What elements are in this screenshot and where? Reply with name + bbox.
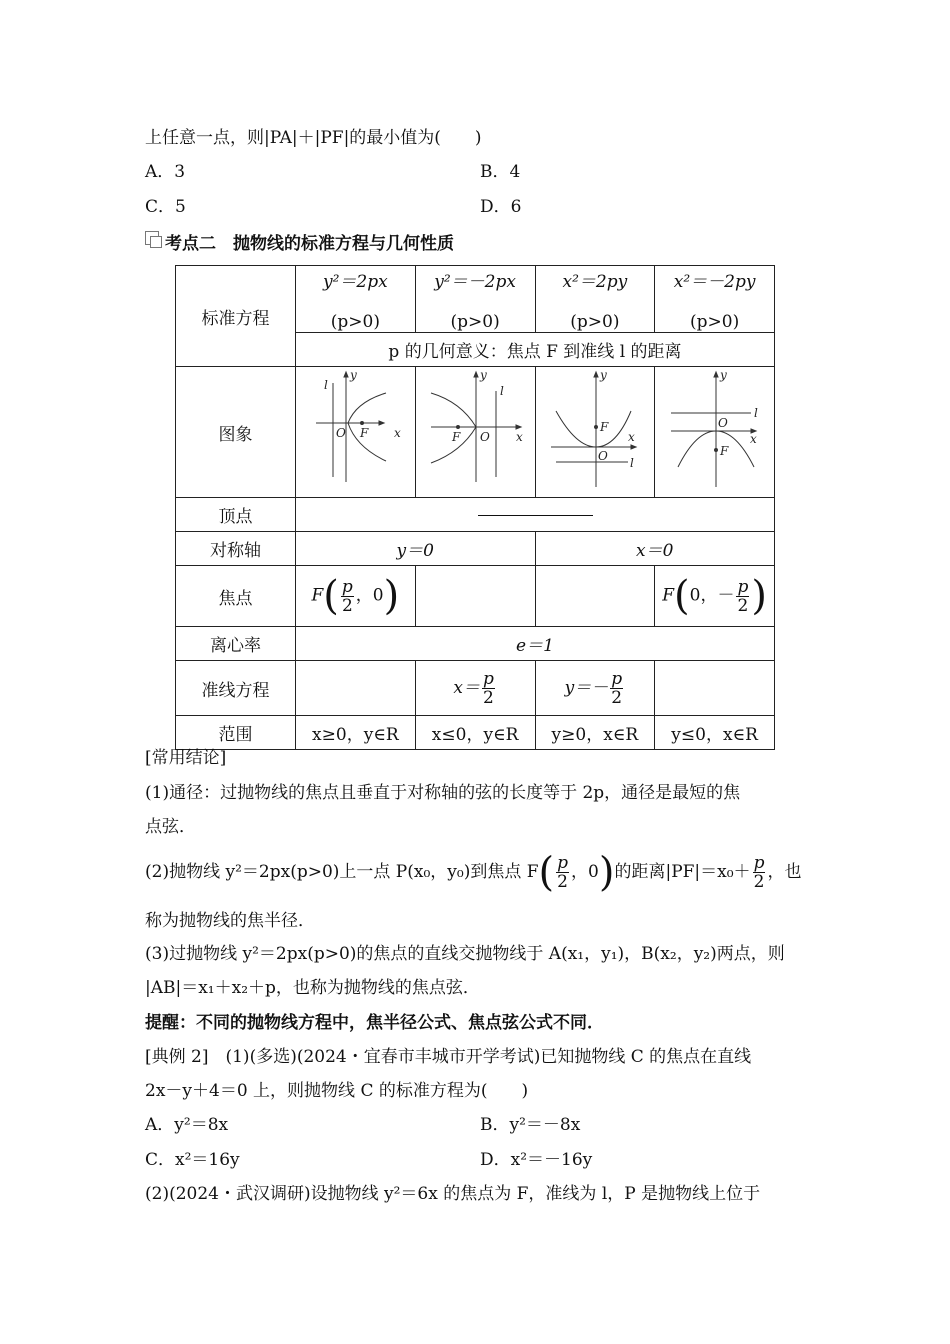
vertex-blank — [296, 498, 775, 532]
conclusion-2: (2)抛物线 y²＝2px(p>0)上一点 P(x₀，y₀)到焦点 F( $\frac{p}{2}$ ，0)的距离|PF|＝x₀＋ $\frac{p}{2}$ ，也 — [145, 849, 802, 896]
equation-cell: x²＝－2py (p>0) — [655, 266, 775, 333]
svg-text:l: l — [753, 406, 758, 420]
example-line-1: [典例 2] (1)(多选)(2024・宜春市丰城市开学考试)已知抛物线 C 的焦点在直线 — [145, 1047, 752, 1067]
option-c: C．5 — [145, 197, 186, 217]
row-label: 对称轴 — [176, 532, 296, 566]
option-d: D．6 — [480, 197, 522, 217]
parabola-properties-table — [175, 265, 775, 750]
directrix-blank — [296, 661, 416, 716]
focus-cell: F(0，－ $\frac{p}{2}$ ) — [655, 566, 775, 627]
svg-text:l: l — [629, 456, 634, 470]
row-label: 焦点 — [176, 566, 296, 627]
range-cell: x≤0，y∈R — [415, 716, 535, 750]
row-label: 顶点 — [176, 498, 296, 532]
range-cell: x≥0，y∈R — [296, 716, 416, 750]
focus-cell: F( $\frac{p}{2}$ ，0) — [296, 566, 416, 627]
axis-cell: y＝0 — [296, 532, 536, 566]
svg-text:x: x — [627, 430, 635, 444]
focus-blank — [415, 566, 535, 627]
equation-cell: y²＝－2px (p>0) — [415, 266, 535, 333]
svg-text:x: x — [516, 430, 523, 444]
directrix-blank — [655, 661, 775, 716]
graph-up-opening — [535, 367, 655, 498]
svg-text:y: y — [350, 368, 358, 382]
svg-text:O: O — [717, 416, 728, 430]
tip: 提醒：不同的抛物线方程中，焦半径公式、焦点弦公式不同． — [145, 1013, 604, 1033]
equation-cell: x²＝2py (p>0) — [535, 266, 655, 333]
svg-text:F: F — [360, 426, 369, 440]
graph-down-opening — [655, 367, 775, 498]
graph-right-opening — [296, 367, 416, 498]
section-title: 考点二 抛物线的标准方程与几何性质 — [165, 234, 454, 254]
example-option-d: D．x²＝－16y — [480, 1150, 593, 1170]
graph-left-opening — [415, 367, 535, 498]
svg-text:F: F — [452, 430, 461, 444]
svg-text:y: y — [719, 368, 727, 382]
svg-text:O: O — [597, 449, 608, 463]
row-label: 图象 — [176, 367, 296, 498]
directrix-cell: x＝ $\frac{p}{2}$ — [415, 661, 535, 716]
svg-text:l: l — [324, 378, 329, 392]
range-cell: y≥0，x∈R — [535, 716, 655, 750]
svg-text:y: y — [599, 368, 607, 382]
row-label: 离心率 — [176, 627, 296, 661]
svg-text:l: l — [500, 384, 504, 398]
conclusion-1: (1)通径：过抛物线的焦点且垂直于对称轴的弦的长度等于 2p，通径是最短的焦 — [145, 783, 741, 803]
section-icon — [145, 231, 159, 245]
conclusion-2-cont: 称为抛物线的焦半径． — [145, 911, 315, 931]
conclusions-title: [常用结论] — [145, 748, 227, 768]
question-stem: 上任意一点，则|PA|＋|PF|的最小值为( ) — [145, 128, 482, 148]
row-label: 标准方程 — [176, 266, 296, 367]
example-option-b: B．y²＝－8x — [480, 1115, 581, 1135]
option-b: B．4 — [480, 162, 521, 182]
equation-cell: y²＝2px (p>0) — [296, 266, 416, 333]
conclusion-1-cont: 点弦． — [145, 817, 196, 837]
svg-text:y: y — [480, 368, 487, 382]
svg-text:x: x — [749, 432, 757, 446]
svg-text:x: x — [394, 426, 402, 440]
example-option-a: A．y²＝8x — [145, 1115, 229, 1135]
conclusion-3: (3)过抛物线 y²＝2px(p>0)的焦点的直线交抛物线于 A(x₁，y₁)，B(x₂，y₂)两点，则 — [145, 944, 785, 964]
svg-text:F: F — [719, 444, 728, 458]
row-label: 范围 — [176, 716, 296, 750]
example-line-2: 2x－y＋4＝0 上，则抛物线 C 的标准方程为( ) — [145, 1081, 529, 1101]
svg-text:O: O — [480, 430, 490, 444]
example-option-c: C．x²＝16y — [145, 1150, 240, 1170]
svg-text:O: O — [336, 426, 347, 440]
directrix-cell: y＝－ $\frac{p}{2}$ — [535, 661, 655, 716]
axis-cell: x＝0 — [535, 532, 775, 566]
conclusion-3-cont: |AB|＝x₁＋x₂＋p，也称为抛物线的焦点弦． — [145, 978, 480, 998]
p-meaning: p 的几何意义：焦点 F 到准线 l 的距离 — [296, 333, 775, 367]
eccentricity: e＝1 — [296, 627, 775, 661]
row-label: 准线方程 — [176, 661, 296, 716]
example-line-3: (2)(2024・武汉调研)设抛物线 y²＝6x 的焦点为 F，准线为 l，P 是抛物线上位于 — [145, 1184, 761, 1204]
svg-text:F: F — [599, 420, 609, 434]
focus-blank — [535, 566, 655, 627]
option-a: A．3 — [145, 162, 186, 182]
range-cell: y≤0，x∈R — [655, 716, 775, 750]
